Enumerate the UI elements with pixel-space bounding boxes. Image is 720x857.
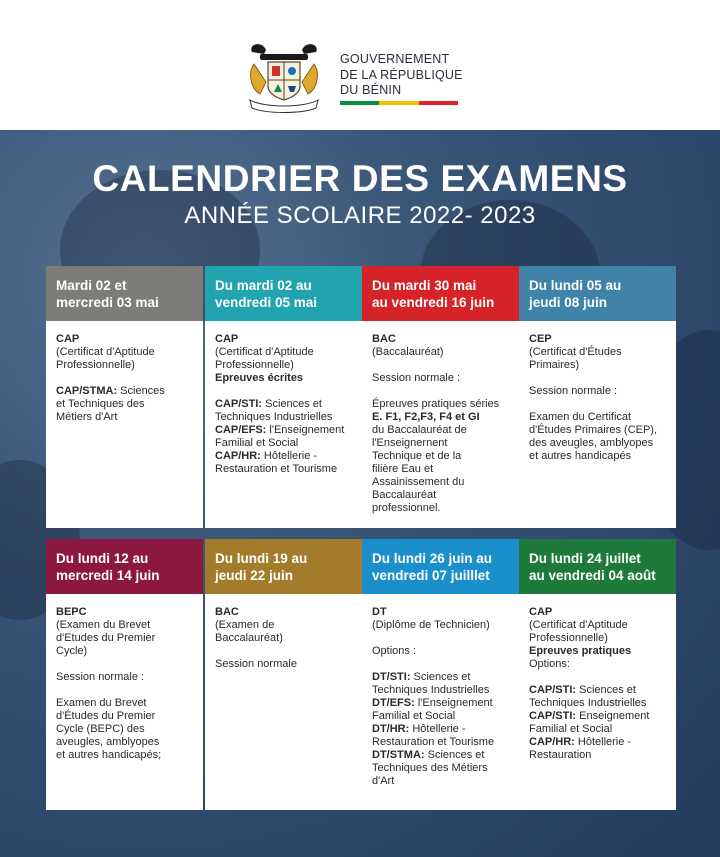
government-header <box>0 0 720 130</box>
exam-card <box>46 266 203 528</box>
exam-detail-line <box>529 385 668 398</box>
flag-green <box>340 101 379 105</box>
exam-detail-line <box>372 736 511 749</box>
exam-text: Métiers d'Art <box>56 411 118 423</box>
exam-detail-line <box>529 632 668 645</box>
exam-text: Options: <box>529 658 570 670</box>
exam-text: (Examen de <box>215 619 275 631</box>
exam-detail-line <box>215 411 354 424</box>
exam-card-date <box>205 539 362 594</box>
exam-card-details <box>519 321 676 528</box>
exam-text: d'Etudes du Premier <box>56 632 156 644</box>
spacer <box>372 359 511 372</box>
exam-card-date <box>519 539 676 594</box>
exam-date-line: Du lundi 05 au <box>529 278 622 293</box>
exam-detail-line <box>372 437 511 450</box>
exam-text: du Baccalauréat de <box>372 424 467 436</box>
exam-card-details <box>205 321 362 528</box>
exam-text: (Certificat d'Aptitude <box>215 346 314 358</box>
exam-label: CAP/HR: <box>215 450 261 462</box>
exam-text: Familial et Social <box>215 437 299 449</box>
exam-detail-line <box>215 632 354 645</box>
exam-text: Hôtellerie - <box>574 736 632 748</box>
exam-detail-line <box>215 437 354 450</box>
exam-text: d'Études du Premier <box>56 710 156 722</box>
exam-detail-line <box>215 463 354 476</box>
exam-date-line: Du lundi 26 juin au <box>372 551 493 566</box>
exam-text: Assainissement du <box>372 476 465 488</box>
exam-detail-line <box>215 333 354 346</box>
exam-text: Examen du Brevet <box>56 697 147 709</box>
exam-label: DT <box>372 606 387 618</box>
exam-label: DT/HR: <box>372 723 410 735</box>
exam-card <box>205 539 362 810</box>
exam-text: (Certificat d'Aptitude <box>56 346 155 358</box>
exam-detail-line <box>372 450 511 463</box>
exam-text: Professionnelle) <box>56 359 135 371</box>
exam-date-line: Du lundi 24 juillet <box>529 551 641 566</box>
exam-detail-line <box>372 749 511 762</box>
exam-text: l'Enseignernent <box>372 437 448 449</box>
exam-detail-line <box>372 723 511 736</box>
exam-detail-line <box>56 346 195 359</box>
exam-detail-line <box>372 372 511 385</box>
exam-detail-line <box>56 736 195 749</box>
exam-detail-line <box>56 359 195 372</box>
exam-text: Professionnelle) <box>215 359 294 371</box>
exam-detail-line <box>529 697 668 710</box>
exam-date-line: vendredi 05 mai <box>215 294 318 310</box>
exam-text: Session normale : <box>56 671 145 683</box>
exam-detail-line <box>529 658 668 671</box>
exam-detail-line <box>529 723 668 736</box>
exam-detail-line <box>56 645 195 658</box>
exam-detail-line <box>215 658 354 671</box>
exam-card-details <box>362 594 519 810</box>
exam-detail-line <box>372 463 511 476</box>
exam-detail-line <box>372 346 511 359</box>
exam-label: BEPC <box>56 606 87 618</box>
exam-detail-line <box>372 619 511 632</box>
exam-text: Restauration et Tourisme <box>215 463 338 475</box>
exam-label: CAP/STMA: <box>56 385 118 397</box>
exam-text: d'Art <box>372 775 395 787</box>
exam-text: Sciences et <box>424 749 485 761</box>
page-subtitle: ANNÉE SCOLAIRE 2022- 2023 <box>184 202 536 229</box>
exam-detail-line <box>56 333 195 346</box>
exam-detail-line <box>56 671 195 684</box>
exam-detail-line <box>372 710 511 723</box>
exam-detail-line <box>529 606 668 619</box>
exam-card-date <box>362 539 519 594</box>
flag-red <box>419 101 458 105</box>
exam-date-line: Du mardi 02 au <box>215 278 312 293</box>
exam-text: Examen du Certificat <box>529 411 632 423</box>
spacer <box>529 372 668 385</box>
exam-detail-line <box>529 333 668 346</box>
exam-text: Enseignement <box>576 710 650 722</box>
exam-card <box>362 539 519 810</box>
exam-label: CAP/STI: <box>529 684 577 696</box>
exam-detail-line <box>372 476 511 489</box>
exam-label: DT/STMA: <box>372 749 425 761</box>
exam-detail-line <box>215 372 354 385</box>
exam-detail-line <box>56 697 195 710</box>
exam-detail-line <box>56 411 195 424</box>
exam-card-details <box>205 594 362 810</box>
exam-text: d'Études Primaires (CEP), <box>529 424 658 436</box>
spacer <box>529 671 668 684</box>
exam-text: Options : <box>372 645 417 657</box>
exam-date-line: au vendredi 04 août <box>529 567 656 583</box>
exam-detail-line <box>56 619 195 632</box>
exam-text: Baccalauréat) <box>215 632 283 644</box>
exam-text: Cycle) <box>56 645 88 657</box>
exam-text: et autres handicapés <box>529 450 632 462</box>
exam-detail-line <box>372 424 511 437</box>
benin-coat-of-arms-icon <box>244 42 324 116</box>
exam-detail-line <box>56 632 195 645</box>
spacer <box>372 385 511 398</box>
exam-card-details <box>362 321 519 528</box>
exam-detail-line <box>529 359 668 372</box>
exam-label: E. F1, F2,F3, F4 et GI <box>372 411 480 423</box>
exam-label: Epreuves écrites <box>215 372 304 384</box>
exam-detail-line <box>372 333 511 346</box>
exam-detail-line <box>529 684 668 697</box>
exam-detail-line <box>372 606 511 619</box>
exam-date-line: Du lundi 19 au <box>215 551 308 566</box>
exam-text: Sciences <box>117 385 165 397</box>
exam-card <box>519 539 676 810</box>
exam-detail-line <box>372 775 511 788</box>
exam-detail-line <box>215 398 354 411</box>
spacer <box>56 372 195 385</box>
exam-text: (Certificat d'Aptitude <box>529 619 628 631</box>
exam-date-line: jeudi 22 juin <box>215 567 294 583</box>
exam-detail-line <box>372 671 511 684</box>
exam-text: et autres handicapés; <box>56 749 162 761</box>
exam-label: CAP <box>529 606 553 618</box>
exam-text: (Baccalauréat) <box>372 346 444 358</box>
exam-card-date <box>205 266 362 321</box>
exam-label: CAP <box>56 333 80 345</box>
exam-date-line: mercredi 14 juin <box>56 567 160 583</box>
exam-detail-line <box>56 710 195 723</box>
spacer <box>215 385 354 398</box>
exam-detail-line <box>529 437 668 450</box>
exam-text: Session normale : <box>372 372 461 384</box>
exam-detail-line <box>529 710 668 723</box>
exam-text: Primaires) <box>529 359 580 371</box>
exam-detail-line <box>215 606 354 619</box>
exam-detail-line <box>372 411 511 424</box>
exam-label: BAC <box>215 606 239 618</box>
exam-date-line: au vendredi 16 juin <box>372 294 495 310</box>
exam-text: aveugles, amblyopes <box>56 736 160 748</box>
exam-label: CAP/STI: <box>529 710 577 722</box>
exam-card-date <box>362 266 519 321</box>
exam-text: Hôtellerie - <box>260 450 318 462</box>
exam-text: filière Eau et <box>372 463 434 475</box>
gov-line-1: GOUVERNEMENT <box>340 52 450 66</box>
exam-card <box>46 539 203 810</box>
exam-card-date <box>519 266 676 321</box>
exam-card-details <box>46 321 203 528</box>
exam-text: et Techniques des <box>56 398 145 410</box>
exam-card-date <box>46 539 203 594</box>
exam-text: Techniques Industrielles <box>215 411 333 423</box>
exam-label: DT/EFS: <box>372 697 415 709</box>
spacer <box>529 398 668 411</box>
spacer <box>215 645 354 658</box>
exam-text: (Diplôme de Technicien) <box>372 619 490 631</box>
exam-detail-line <box>529 736 668 749</box>
exam-text: Baccalauréat <box>372 489 437 501</box>
exam-detail-line <box>529 450 668 463</box>
exam-detail-line <box>372 502 511 515</box>
exam-date-line: Mardi 02 et <box>56 278 127 293</box>
exam-card-details <box>46 594 203 810</box>
flag-color-bar <box>340 101 458 105</box>
exam-label: BAC <box>372 333 396 345</box>
page-title: CALENDRIER DES EXAMENS <box>92 158 628 199</box>
exam-date-line: jeudi 08 juin <box>529 294 608 310</box>
exam-text: Familial et Social <box>372 710 456 722</box>
exam-date-line: mercredi 03 mai <box>56 294 159 310</box>
exam-date-line: Du lundi 12 au <box>56 551 149 566</box>
gov-line-2: DE LA RÉPUBLIQUE <box>340 67 463 82</box>
exam-detail-line <box>215 450 354 463</box>
exam-text: Sciences et <box>262 398 322 410</box>
exam-detail-line <box>56 749 195 762</box>
exam-text: Cycle (BEPC) des <box>56 723 145 735</box>
gov-line-3: DU BÉNIN <box>340 83 402 97</box>
exam-text: Sciences et <box>410 671 471 683</box>
exam-detail-line <box>372 398 511 411</box>
spacer <box>372 658 511 671</box>
exam-text: des aveugles, amblyopes <box>529 437 654 449</box>
exam-label: CAP/STI: <box>215 398 263 410</box>
exam-detail-line <box>215 619 354 632</box>
exam-label: CAP <box>215 333 239 345</box>
exam-text: Hôtellerie - <box>409 723 466 735</box>
exam-detail-line <box>56 398 195 411</box>
exam-card <box>362 266 519 528</box>
exam-card <box>205 266 362 528</box>
exam-detail-line <box>56 723 195 736</box>
exam-date-line: vendredi 07 juilllet <box>372 567 490 583</box>
exam-detail-line <box>372 645 511 658</box>
exam-detail-line <box>529 749 668 762</box>
flag-yellow <box>379 101 418 105</box>
exam-text: Techniques Industrielles <box>529 697 647 709</box>
exam-text: Restauration <box>529 749 592 761</box>
exam-text: Techniques Industrielles <box>372 684 490 696</box>
exam-detail-line <box>56 606 195 619</box>
exam-detail-line <box>215 424 354 437</box>
exam-detail-line <box>215 359 354 372</box>
exam-detail-line <box>529 619 668 632</box>
exam-detail-line <box>56 385 195 398</box>
exam-text: l'Enseignement <box>266 424 345 436</box>
exam-text: Session normale : <box>529 385 618 397</box>
exam-text: Professionnelle) <box>529 632 608 644</box>
exam-date-line: Du mardi 30 mai <box>372 278 477 293</box>
exam-detail-line <box>529 424 668 437</box>
exam-detail-line <box>215 346 354 359</box>
exam-text: Techniques des Métiers <box>372 762 488 774</box>
exam-detail-line <box>372 684 511 697</box>
exam-text: professionnel. <box>372 502 441 514</box>
exam-text: Épreuves pratiques séries <box>372 398 500 410</box>
exam-card-date <box>46 266 203 321</box>
exam-label: Epreuves pratiques <box>529 645 632 657</box>
exam-detail-line <box>529 346 668 359</box>
government-title <box>340 52 463 99</box>
exam-detail-line <box>529 411 668 424</box>
exam-detail-line <box>529 645 668 658</box>
exam-label: CAP/EFS: <box>215 424 267 436</box>
exam-text: (Certificat d'Études <box>529 346 622 358</box>
exam-text: Session normale <box>215 658 297 670</box>
exam-text: Familial et Social <box>529 723 613 735</box>
exam-text: Technique et de la <box>372 450 462 462</box>
exam-detail-line <box>372 489 511 502</box>
exam-card <box>519 266 676 528</box>
exam-label: DT/STI: <box>372 671 411 683</box>
exam-detail-line <box>372 697 511 710</box>
exam-text: l'Enseignement <box>414 697 493 709</box>
exam-detail-line <box>372 762 511 775</box>
spacer <box>56 658 195 671</box>
exam-label: CEP <box>529 333 552 345</box>
spacer <box>56 684 195 697</box>
exam-label: CAP/HR: <box>529 736 575 748</box>
spacer <box>372 632 511 645</box>
exam-text: Sciences et <box>576 684 636 696</box>
exam-text: (Examen du Brevet <box>56 619 151 631</box>
exam-card-details <box>519 594 676 810</box>
exam-text: Restauration et Tourisme <box>372 736 495 748</box>
